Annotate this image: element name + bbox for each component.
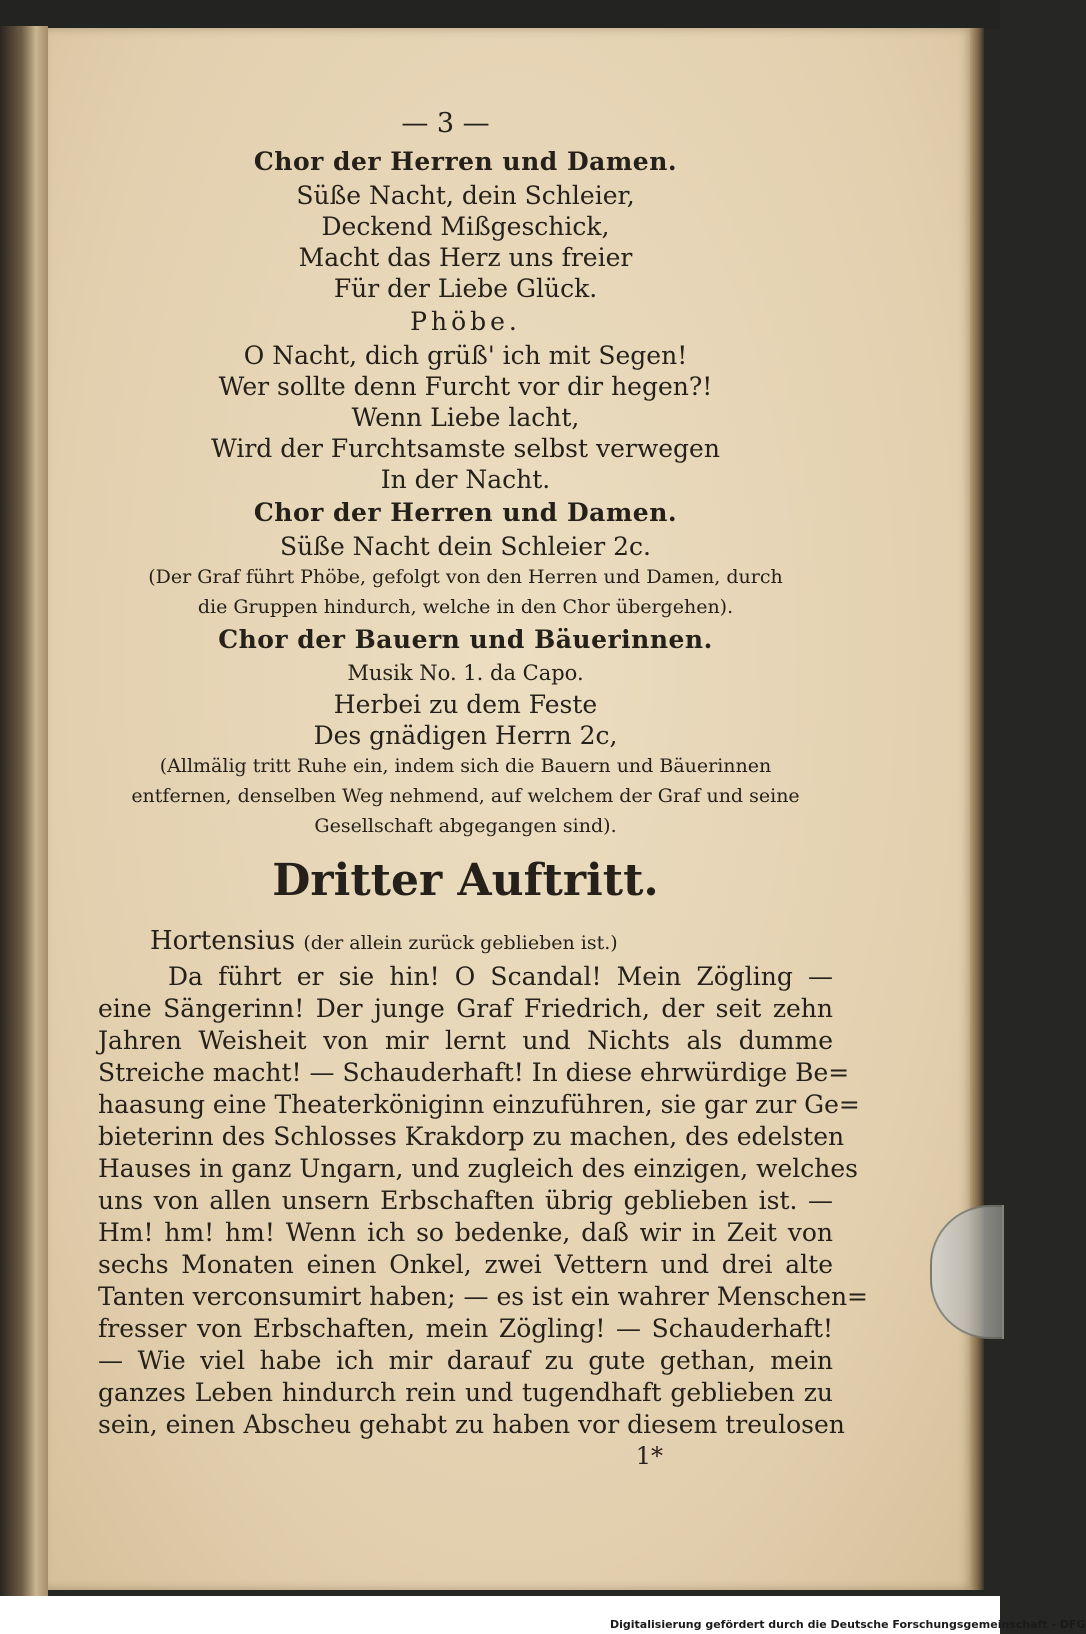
- stage-direction: (Allmälig tritt Ruhe ein, indem sich die Bauern und Bäuerinnen: [159, 755, 772, 777]
- speaker-name: Hortensius: [150, 926, 296, 956]
- verse-line: Herbei zu dem Feste: [333, 690, 598, 719]
- prose-line: Streiche macht! — Schauderhaft! In diese ehrwürdige Be=: [98, 1058, 850, 1087]
- footer-credit: Digitalisierung gefördert durch die Deutsche Forschungsgemeinschaft - DFG: [610, 1616, 1000, 1634]
- stage-direction: Gesellschaft abgegangen sind).: [314, 815, 617, 837]
- heading-chor-1: Chor der Herren und Damen.: [253, 147, 678, 176]
- signature-mark: 1*: [635, 1442, 663, 1470]
- music-note: Musik No. 1. da Capo.: [347, 661, 584, 685]
- prose-line: uns von allen unsern Erbschaften übrig geblieben ist. —: [98, 1186, 833, 1215]
- scene-heading: Dritter Auftritt.: [272, 855, 659, 906]
- prose-line: fresser von Erbschaften, mein Zögling! — Schauderhaft!: [98, 1314, 833, 1343]
- heading-chor-2: Chor der Herren und Damen.: [253, 498, 678, 527]
- speaker-line: [98, 921, 833, 961]
- stage-direction: (Der Graf führt Phöbe, gefolgt von den Herren und Damen, durch: [148, 566, 783, 588]
- prose-line: Jahren Weisheit von mir lernt und Nichts als dumme: [98, 1026, 833, 1055]
- prose-line: Hauses in ganz Ungarn, und zugleich des einzigen, welches: [98, 1154, 859, 1183]
- heading-chor-bauern: Chor der Bauern und Bäuerinnen.: [218, 625, 713, 654]
- prose-line: — Wie viel habe ich mir darauf zu gute gethan, mein: [98, 1346, 833, 1375]
- prose-line: bieterinn des Schlosses Krakdorp zu machen, des edelsten: [98, 1122, 845, 1151]
- prose-line: Hm! hm! hm! Wenn ich so bedenke, daß wir in Zeit von: [98, 1218, 833, 1247]
- stage-direction: die Gruppen hindurch, welche in den Chor übergehen).: [197, 596, 734, 618]
- page-number: — 3 —: [401, 108, 490, 139]
- stage-direction: entfernen, denselben Weg nehmend, auf welchem der Graf und seine: [131, 785, 800, 807]
- verse-line: Wer sollte denn Furcht vor dir hegen?!: [218, 372, 713, 401]
- verse-line: Wenn Liebe lacht,: [351, 403, 580, 432]
- heading-phoebe: Phöbe.: [410, 307, 521, 336]
- prose-line: Da führt er sie hin! O Scandal! Mein Zögling —: [168, 962, 833, 991]
- verse-line: Für der Liebe Glück.: [333, 274, 598, 303]
- speaker-note: (der allein zurück geblieben ist.): [303, 932, 618, 954]
- verse-line: O Nacht, dich grüß' ich mit Segen!: [243, 341, 688, 370]
- verse-line: In der Nacht.: [380, 465, 551, 494]
- prose-line: haasung eine Theaterköniginn einzuführen, sie gar zur Ge=: [98, 1090, 860, 1119]
- scan-top-border: [0, 0, 1000, 30]
- page-edge: [970, 28, 984, 1590]
- verse-line: Deckend Mißgeschick,: [321, 212, 610, 241]
- verse-line: Süße Nacht, dein Schleier,: [296, 181, 635, 210]
- prose-line: eine Sängerinn! Der junge Graf Friedrich, der seit zehn: [98, 994, 833, 1023]
- verse-line: Wird der Furchtsamste selbst verwegen: [211, 434, 720, 463]
- prose-line: Tanten verconsumirt haben; — es ist ein wahrer Menschen=: [98, 1282, 868, 1311]
- page-text: [98, 104, 868, 1471]
- verse-line: Süße Nacht dein Schleier 2c.: [280, 532, 651, 561]
- book-binding: [0, 26, 48, 1596]
- prose-line: ganzes Leben hindurch rein und tugendhaft geblieben zu: [98, 1378, 833, 1407]
- prose-line: sechs Monaten einen Onkel, zwei Vettern und drei alte: [98, 1250, 833, 1279]
- verse-line: Macht das Herz uns freier: [298, 243, 633, 272]
- verse-line: Des gnädigen Herrn 2c,: [313, 721, 618, 750]
- prose-line: sein, einen Abscheu gehabt zu haben vor diesem treulosen: [98, 1410, 845, 1439]
